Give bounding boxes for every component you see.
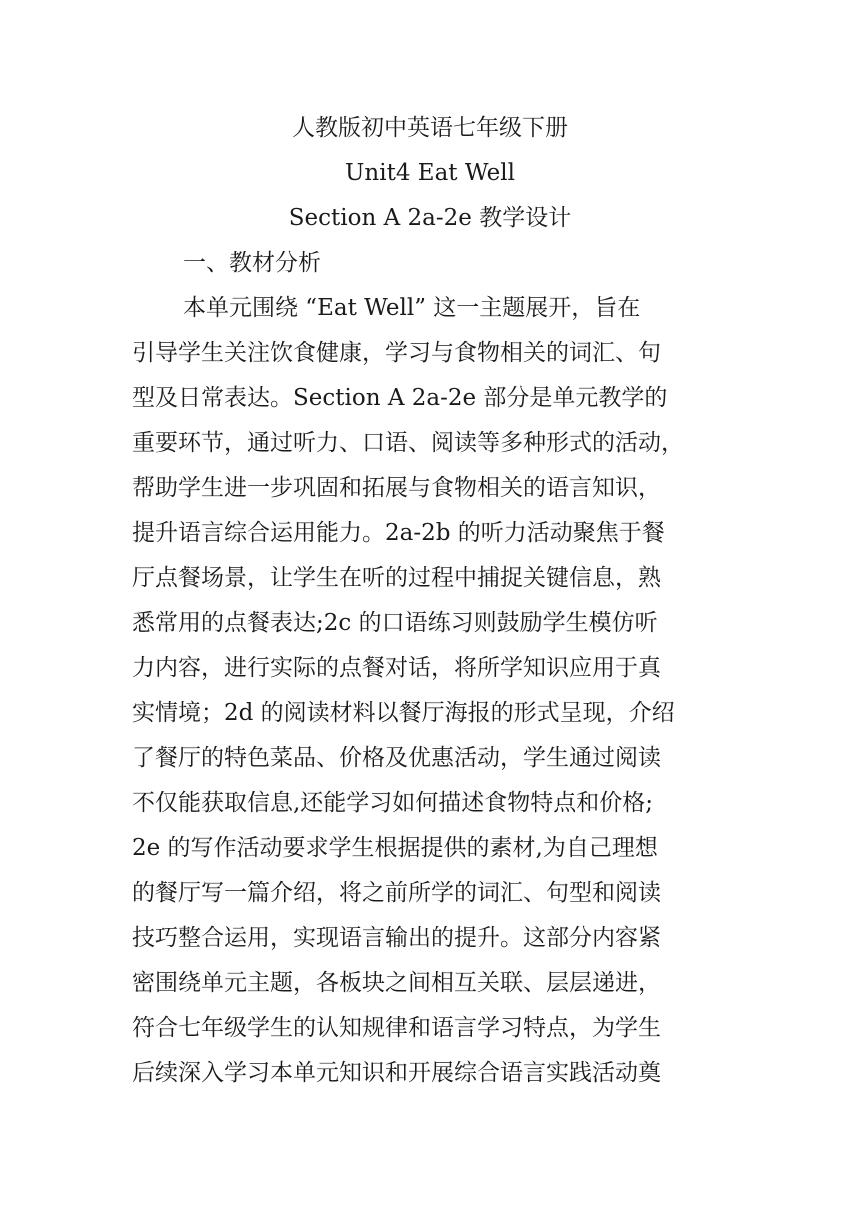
paragraph-line: 的餐厅写一篇介绍，将之前所学的词汇、句型和阅读: [132, 880, 661, 906]
paragraph-line: 密围绕单元主题，各板块之间相互关联、层层递进，: [132, 970, 661, 996]
body-paragraph: [132, 293, 732, 1103]
paragraph-line: 技巧整合运用，实现语言输出的提升。这部分内容紧: [132, 925, 661, 951]
paragraph-line: 引导学生关注饮食健康，学习与食物相关的词汇、句: [132, 340, 661, 366]
paragraph-line: 厅点餐场景，让学生在听的过程中捕捉关键信息，熟: [132, 565, 661, 591]
paragraph-line: 符合七年级学生的认知规律和语言学习特点，为学生: [132, 1015, 661, 1041]
paragraph-line: 重要环节，通过听力、口语、阅读等多种形式的活动，: [132, 430, 684, 456]
paragraph-line: 本单元围绕 “Eat Well” 这一主题展开，旨在: [183, 295, 641, 321]
unit-title: Unit4 Eat Well: [345, 160, 515, 186]
paragraph-line: 帮助学生进一步巩固和拓展与食物相关的语言知识，: [132, 475, 661, 501]
paragraph-line: 力内容，进行实际的点餐对话，将所学知识应用于真: [132, 655, 661, 681]
paragraph-line: 不仅能获取信息,还能学习如何描述食物特点和价格;: [132, 790, 654, 816]
paragraph-line: 悉常用的点餐表达;2c 的口语练习则鼓励学生模仿听: [132, 610, 658, 636]
paragraph-line: 提升语言综合运用能力。2a-2b 的听力活动聚焦于餐: [132, 520, 665, 546]
paragraph-line: 了餐厅的特色菜品、价格及优惠活动，学生通过阅读: [132, 745, 661, 771]
paragraph-line: 2e 的写作活动要求学生根据提供的素材,为自己理想: [132, 835, 658, 861]
paragraph-line: 型及日常表达。Section A 2a-2e 部分是单元教学的: [132, 385, 668, 411]
section-title: Section A 2a-2e 教学设计: [288, 205, 572, 231]
paragraph-line: 后续深入学习本单元知识和开展综合语言实践活动奠: [132, 1060, 661, 1086]
document-title: 人教版初中英语七年级下册: [292, 115, 568, 141]
paragraph-line: 实情境；2d 的阅读材料以餐厅海报的形式呈现，介绍: [132, 700, 675, 726]
section-heading: 一、教材分析: [183, 250, 321, 276]
